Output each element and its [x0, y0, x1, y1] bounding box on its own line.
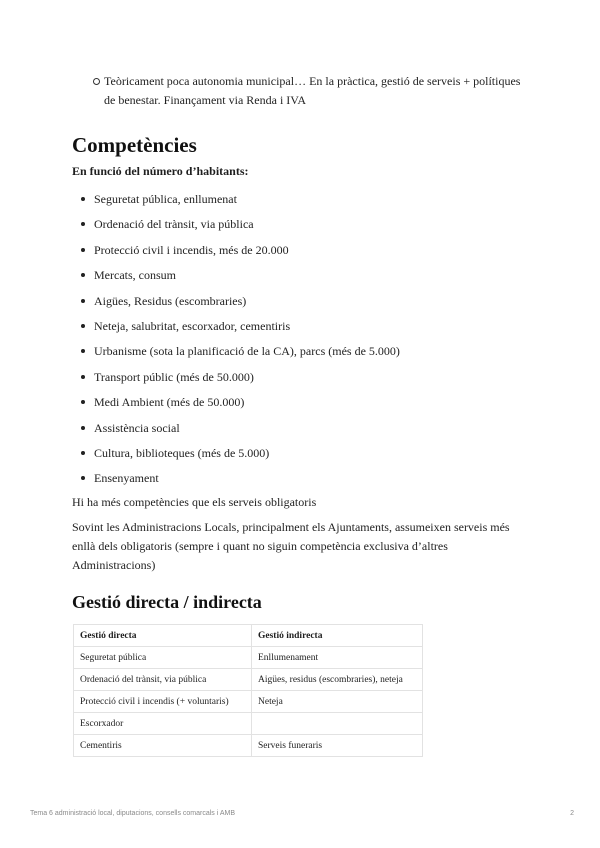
list-item-text: Protecció civil i incendis, més de 20.000	[94, 242, 289, 257]
list-item	[72, 266, 532, 291]
bullet-icon	[81, 197, 85, 201]
table-cell: Protecció civil i incendis (+ voluntaris)	[74, 691, 252, 713]
list-item	[72, 368, 532, 393]
bullet-icon	[81, 324, 85, 328]
bullet-icon	[81, 451, 85, 455]
table-cell: Serveis funeraris	[252, 735, 423, 757]
competencies-note: Hi ha més competències que els serveis obligatoris	[72, 495, 317, 509]
list-item	[72, 393, 532, 418]
bullet-icon	[81, 400, 85, 404]
table-cell: Seguretat pública	[74, 647, 252, 669]
bullet-icon	[81, 273, 85, 277]
list-item	[72, 419, 532, 444]
list-item-text: Medi Ambient (més de 50.000)	[94, 395, 245, 410]
table-row	[74, 735, 423, 757]
list-item-text: Mercats, consum	[94, 268, 176, 283]
table-row	[74, 713, 423, 735]
subsection-label: En funció del número d’habitants:	[72, 164, 249, 178]
list-item	[72, 444, 532, 469]
gestio-table	[73, 624, 423, 757]
table-row	[74, 669, 423, 691]
list-item-text: Aigües, Residus (escombraries)	[94, 293, 247, 308]
table-cell: Neteja	[252, 691, 423, 713]
table-cell: Aigües, residus (escombraries), neteja	[252, 669, 423, 691]
footer-text: Tema 6 administració local, diputacions, consells comarcals i AMB	[30, 810, 236, 817]
list-item	[72, 317, 532, 342]
bullet-icon	[81, 426, 85, 430]
table-header-cell: Gestió directa	[74, 625, 252, 647]
bullet-icon	[81, 248, 85, 252]
list-item-text: Urbanisme (sota la planificació de la CA), parcs (més de 5.000)	[94, 344, 400, 359]
list-item-text: Cultura, biblioteques (més de 5.000)	[94, 445, 270, 460]
sub-bullet-item	[104, 72, 524, 110]
competencies-paragraph: Sovint les Administracions Locals, principalment els Ajuntaments, assumeixen serveis més enllà dels obligatoris (sempre i quant no siguin competència exclusiva d’altres Administracions)	[72, 520, 510, 572]
list-item-text: Ensenyament	[94, 471, 159, 486]
table-cell	[252, 713, 423, 735]
bullet-icon	[81, 222, 85, 226]
table-cell: Escorxador	[74, 713, 252, 735]
competencies-list	[72, 190, 532, 495]
table-cell: Cementiris	[74, 735, 252, 757]
bullet-icon	[81, 476, 85, 480]
page-footer	[30, 810, 574, 817]
table-cell: Enllumenament	[252, 647, 423, 669]
list-item-text: Ordenació del trànsit, via pública	[94, 217, 254, 232]
section-title-gestio: Gestió directa / indirecta	[72, 592, 262, 612]
page-number: 2	[570, 810, 574, 817]
list-item	[72, 190, 532, 215]
table-row	[74, 691, 423, 713]
table-row	[74, 647, 423, 669]
list-item	[72, 241, 532, 266]
list-item	[72, 215, 532, 240]
list-item	[72, 292, 532, 317]
list-item-text: Neteja, salubritat, escorxador, cementiris	[94, 318, 291, 333]
sub-bullet-text: Teòricament poca autonomia municipal… En la pràctica, gestió de serveis + polítiques de benestar. Finançament via Renda i IVA	[104, 74, 521, 107]
table-cell: Ordenació del trànsit, via pública	[74, 669, 252, 691]
bullet-icon	[81, 375, 85, 379]
table-header-cell: Gestió indirecta	[252, 625, 423, 647]
table-header-row	[74, 625, 423, 647]
bullet-icon	[81, 349, 85, 353]
list-item	[72, 469, 532, 494]
bullet-icon	[81, 299, 85, 303]
list-item-text: Assistència social	[94, 420, 180, 435]
list-item-text: Transport públic (més de 50.000)	[94, 369, 254, 384]
hollow-bullet-icon	[93, 78, 100, 85]
list-item	[72, 342, 532, 367]
list-item-text: Seguretat pública, enllumenat	[94, 192, 237, 206]
section-title-competencies: Competències	[72, 133, 197, 157]
